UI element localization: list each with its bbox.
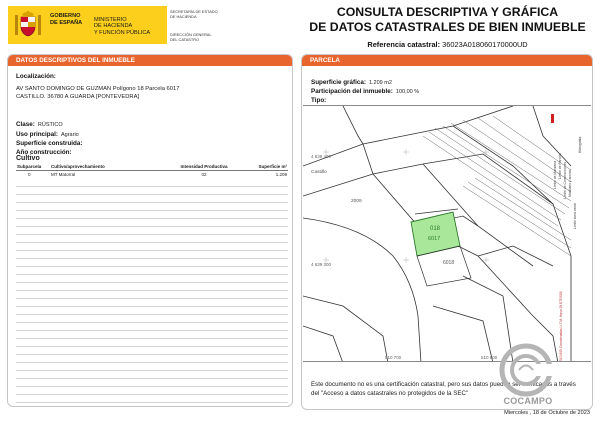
coord-mid-left: 4 639 300 [311, 262, 332, 267]
coord-top-left: 4 639 400 [311, 154, 332, 159]
empty-table-lines [16, 179, 288, 404]
panel-title-parcela: PARCELA [302, 55, 592, 66]
participacion-value: 100,00 % [395, 89, 420, 95]
cell-superficie: 1.209 [275, 172, 287, 177]
cell-subparcela: 0 [28, 172, 31, 177]
secretaria-name: SECRETARÍA DE ESTADO DE HACIENDA [170, 9, 218, 19]
cell-cultivo: MT Matorral [51, 172, 76, 177]
col-cultivo: Cultivo/aprovechamiento [50, 163, 170, 171]
cadastral-map[interactable] [303, 105, 591, 362]
sup-grafica-label: Superficie gráfica: [311, 79, 366, 86]
map-legend [553, 109, 583, 254]
participacion-row [311, 80, 419, 98]
label-018: 018 [430, 226, 441, 232]
grid-marks [323, 149, 489, 263]
utm-note [559, 291, 567, 361]
disclaimer-note: Este documento no es una certificación catastral, pero sus datos pueden ser verificados a través del "Acceso a datos catastrales no protegidos de la SEC" [311, 381, 576, 397]
panel-title-datos: DATOS DESCRIPTIVOS DEL INMUEBLE [8, 55, 292, 66]
col-subparcela: Subparcela [16, 163, 50, 171]
cocampo-logo-icon [497, 342, 555, 398]
uso-value: Agrario [61, 132, 79, 138]
legend-item: Mobiliario y aceras [568, 169, 572, 197]
legend-item: Límite de Construcciones [563, 161, 567, 199]
clase-label: Clase: [16, 121, 35, 128]
refcat-label: Referencia catastral: [367, 40, 441, 49]
legend-item: Límite de Manzana [553, 160, 557, 189]
datos-descriptivos-panel [7, 54, 293, 407]
address-value: AV SANTO DOMINGO DE GUZMAN Polígono 18 Parcela 6017 CASTILLO. 36780 A GUARDA [PONTEVEDRA] [16, 86, 180, 100]
legend-item: Límite zona verde [573, 202, 577, 229]
col-superficie: Superficie m² [238, 163, 288, 171]
label-2009: 2009 [351, 199, 362, 204]
legend-item: Hidrografía [578, 136, 582, 153]
cocampo-logo-text: COCAMPO [503, 396, 553, 406]
clase-value: RÚSTICO [37, 122, 63, 128]
cultivo-title: Cultivo [16, 155, 40, 162]
label-6018: 6018 [443, 260, 455, 266]
place-castillo: Castillo [311, 170, 327, 175]
document-title: CONSULTA DESCRIPTIVA Y GRÁFICA DE DATOS CATASTRALES DE BIEN INMUEBLE [309, 5, 586, 34]
coord-bottom-a: 510 700 [385, 355, 402, 360]
utm-note-text: 510.800 Coordenadas U.T.M. Huso 29 ETRS89 [559, 291, 563, 361]
government-header [8, 6, 303, 44]
subject-parcel-6017[interactable] [411, 212, 460, 256]
map-drawing [303, 106, 591, 362]
table-row [16, 171, 288, 179]
participacion-label: Participación del inmueble: [311, 88, 393, 95]
sup-construida-label: Superficie construida: [16, 140, 83, 147]
ministry-name: MINISTERIO DE HACIENDA Y FUNCIÓN PÚBLICA [94, 17, 151, 36]
cell-intensidad: 02 [201, 172, 207, 177]
document-date: Miercoles , 18 de Octubre de 2023 [504, 410, 590, 416]
localizacion-label: Localización: [16, 73, 56, 80]
anio-label: Año construcción: [16, 149, 72, 156]
referencia-catastral [300, 40, 595, 49]
refcat-value: 36023A018060170000UD [442, 40, 528, 49]
sup-grafica-value: 1.209 m2 [368, 80, 392, 86]
spain-coat-of-arms-icon [12, 9, 44, 41]
gov-name: GOBIERNO DE ESPAÑA [50, 13, 83, 26]
cultivo-header-row [16, 163, 288, 171]
uso-label: Uso principal: [16, 131, 58, 138]
cultivo-table [16, 163, 288, 178]
col-intensidad: Intensidad Productiva [170, 163, 238, 171]
direccion-name: DIRECCIÓN GENERAL DEL CATASTRO [170, 32, 212, 42]
label-6017: 6017 [428, 236, 441, 242]
coord-bottom-b: 510 800 [481, 355, 498, 360]
tipo-label: Tipo: [311, 97, 327, 104]
legend-item: Límite de Parcela [558, 153, 562, 179]
